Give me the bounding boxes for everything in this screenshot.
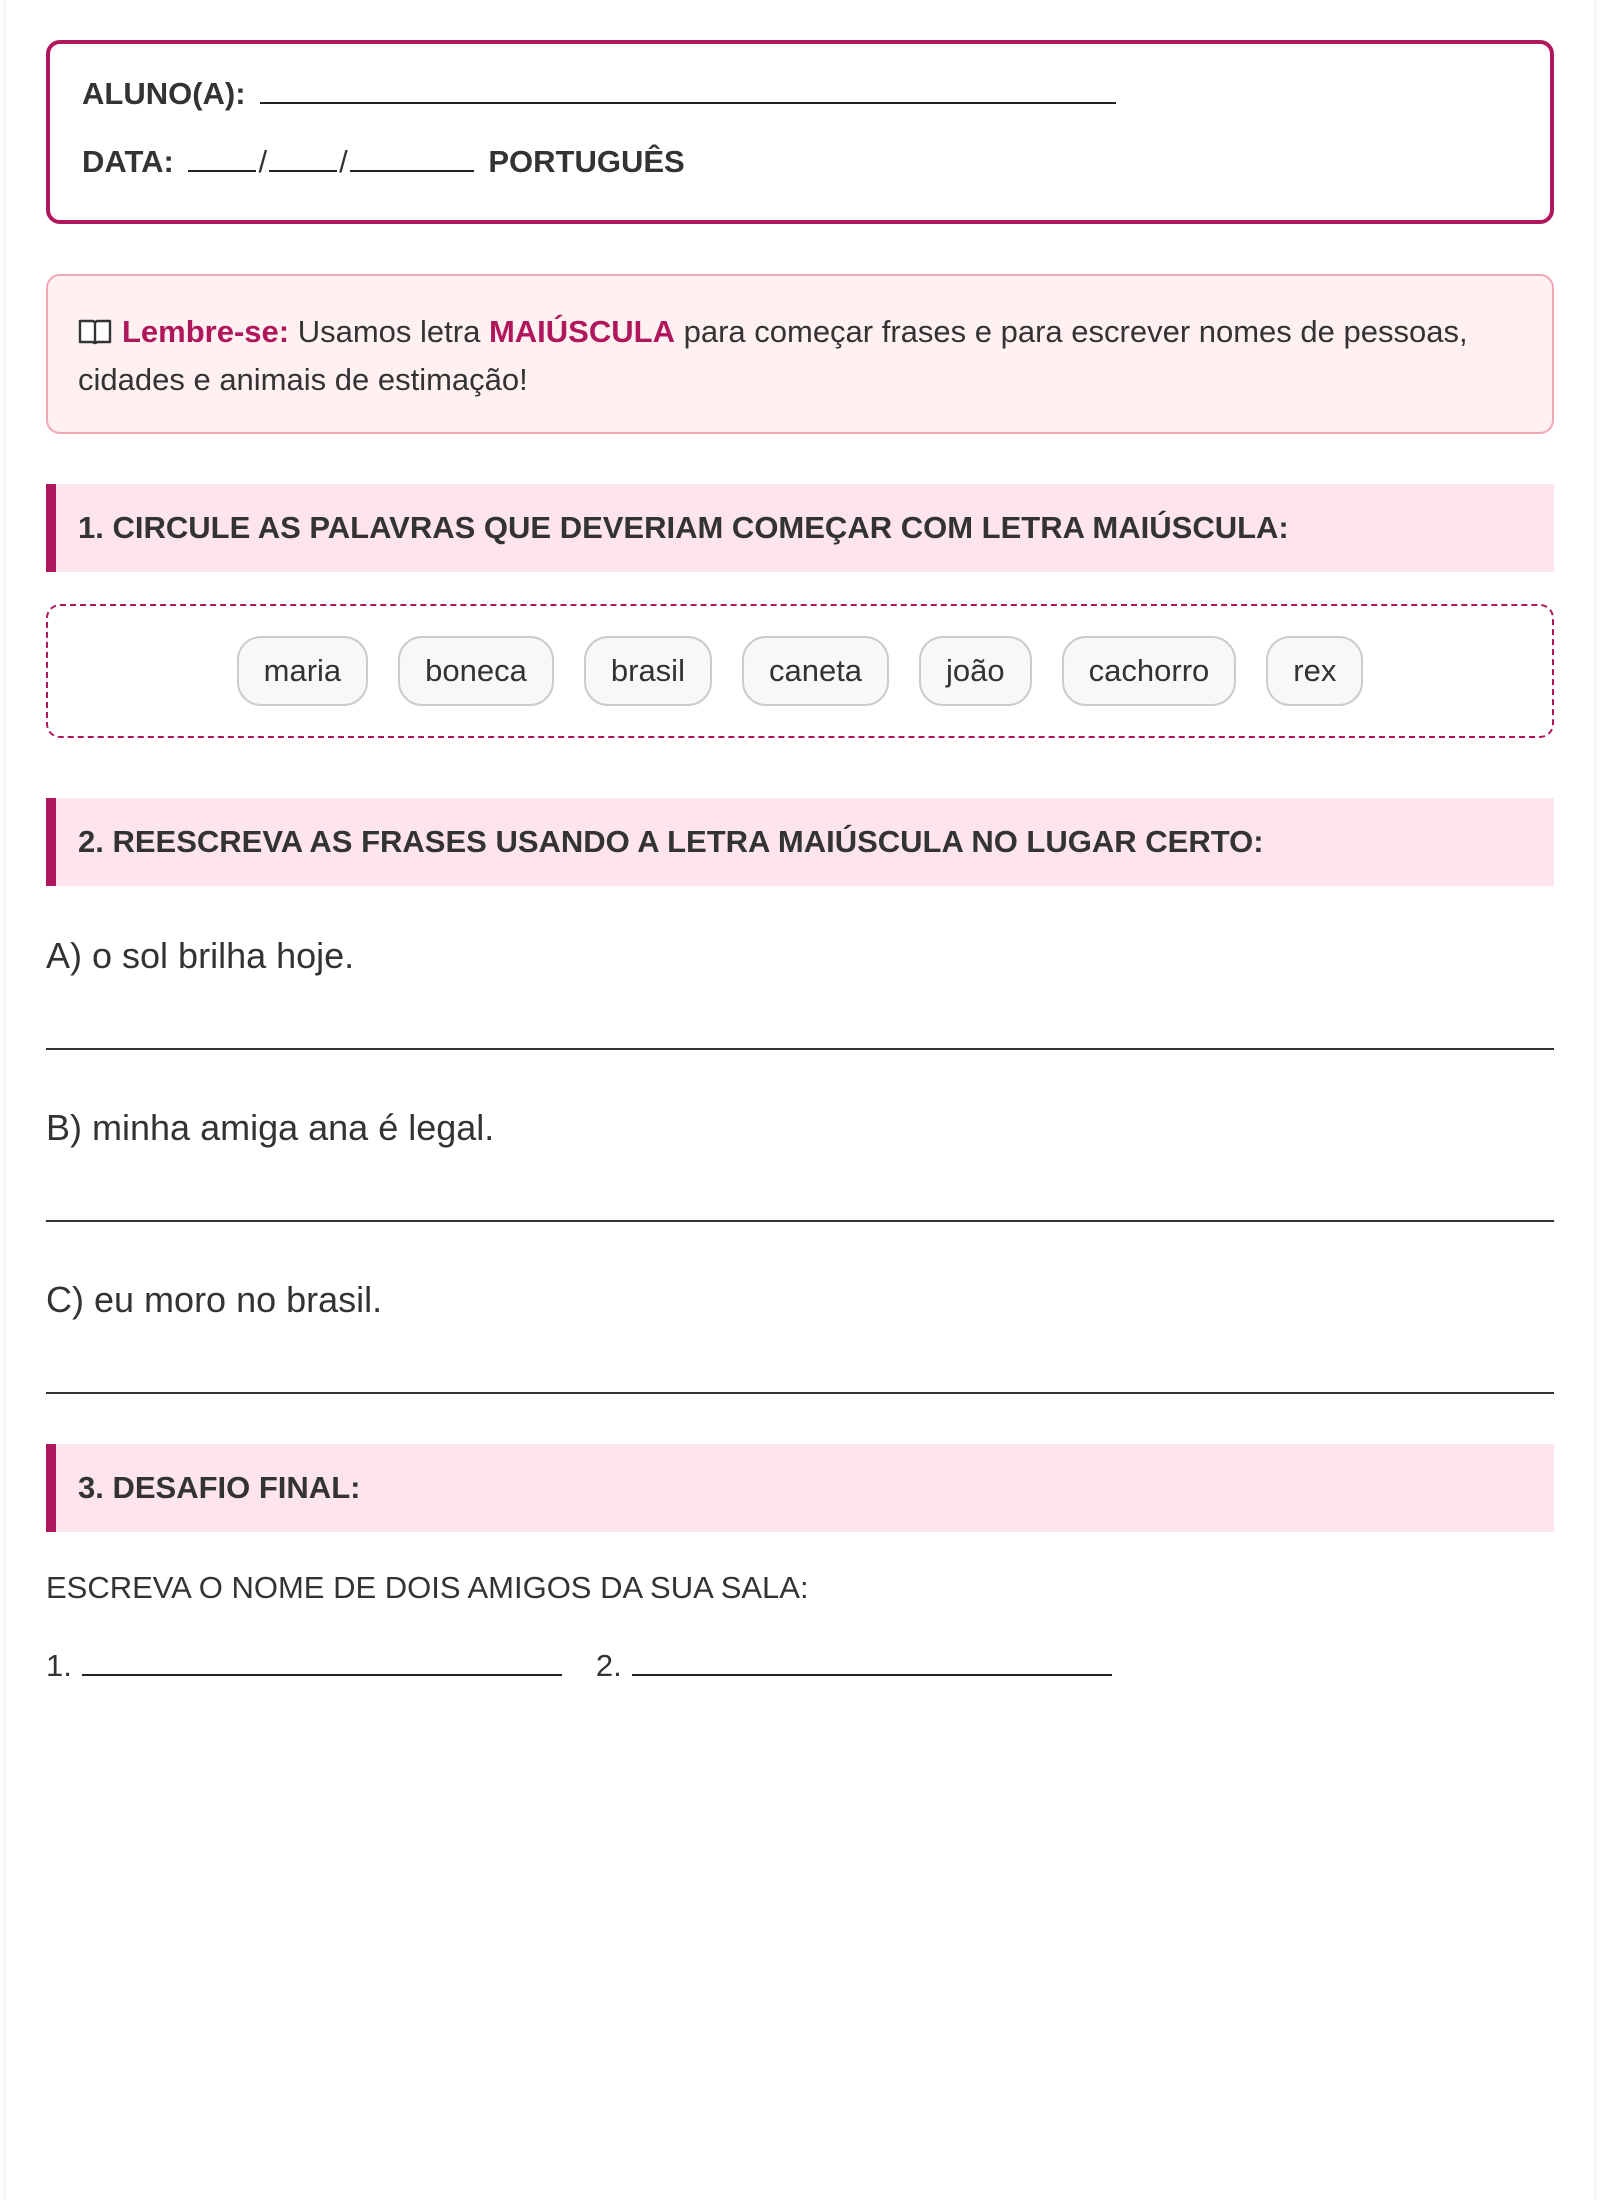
answer-line-c[interactable] <box>46 1392 1554 1394</box>
sentence-text: minha amiga ana é legal. <box>92 1107 495 1148</box>
words-box <box>46 604 1554 738</box>
date-separator: / <box>258 144 268 179</box>
worksheet-page <box>6 0 1594 2200</box>
sentence-text: eu moro no brasil. <box>94 1279 383 1320</box>
friend-number: 2. <box>595 1648 622 1683</box>
subject-label: PORTUGUÊS <box>488 144 685 179</box>
word-chip[interactable]: joão <box>919 636 1032 706</box>
friend-name-blank-2[interactable] <box>632 1644 1112 1676</box>
open-book-icon <box>78 312 112 340</box>
word-chip[interactable]: cachorro <box>1062 636 1237 706</box>
friend-number: 1. <box>46 1648 72 1683</box>
word-chip[interactable]: maria <box>237 636 369 706</box>
word-chip[interactable]: boneca <box>398 636 554 706</box>
date-row <box>82 140 1518 180</box>
date-month-blank[interactable] <box>269 140 337 172</box>
section-3-title: 3. DESAFIO FINAL: <box>46 1444 1554 1532</box>
sentence-label: C) <box>46 1279 84 1320</box>
sentence-label: B) <box>46 1107 82 1148</box>
answer-line-b[interactable] <box>46 1220 1554 1222</box>
section-2-title: 2. REESCREVA AS FRASES USANDO A LETRA MAIÚSCULA NO LUGAR CERTO: <box>46 798 1554 886</box>
worksheet-content <box>46 40 1554 1686</box>
sentence-label: A) <box>46 935 82 976</box>
reminder-box <box>46 274 1554 434</box>
sentence-a <box>46 934 1554 978</box>
friend-name-blank-1[interactable] <box>82 1644 562 1676</box>
reminder-lead: Lembre-se: <box>122 314 290 349</box>
date-year-blank[interactable] <box>350 140 474 172</box>
date-separator: / <box>339 144 348 179</box>
reminder-highlight: MAIÚSCULA <box>488 314 675 349</box>
student-name-blank[interactable] <box>260 72 1116 104</box>
reminder-text-after: para começar frases e para escrever nomes de pessoas, cidades e animais de estimação! <box>78 314 1468 397</box>
sentence-b <box>46 1106 1554 1150</box>
date-label: DATA: <box>82 144 174 179</box>
word-chip[interactable]: caneta <box>742 636 889 706</box>
reminder-text-before: Usamos letra <box>297 314 481 349</box>
word-chip[interactable]: brasil <box>584 636 712 706</box>
answer-line-a[interactable] <box>46 1048 1554 1050</box>
date-day-blank[interactable] <box>188 140 256 172</box>
student-name-row <box>82 72 1518 112</box>
friends-row <box>46 1644 1554 1686</box>
sentence-c <box>46 1278 1554 1322</box>
student-label: ALUNO(A): <box>82 76 246 111</box>
section-1-title: 1. CIRCULE AS PALAVRAS QUE DEVERIAM COMEÇAR COM LETRA MAIÚSCULA: <box>46 484 1554 572</box>
student-info-box <box>46 40 1554 224</box>
word-chip[interactable]: rex <box>1266 636 1363 706</box>
challenge-instruction: ESCREVA O NOME DE DOIS AMIGOS DA SUA SALA: <box>46 1570 809 1605</box>
sentence-text: o sol brilha hoje. <box>92 935 355 976</box>
